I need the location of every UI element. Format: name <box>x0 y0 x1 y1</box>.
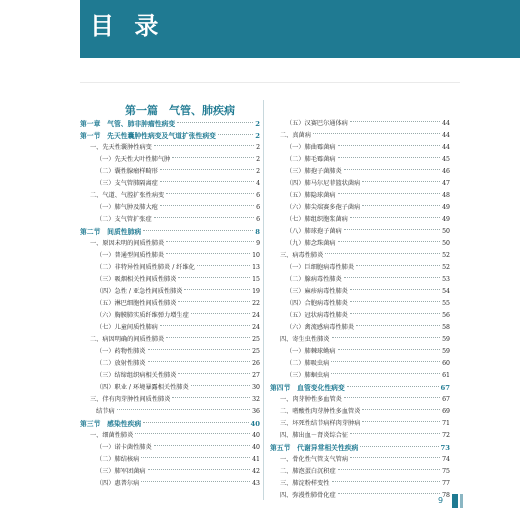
toc-leader-dots <box>218 134 253 135</box>
toc-entry <box>270 418 450 430</box>
toc-entry-title: （三）肺军团菌病 <box>96 468 146 475</box>
toc-entry <box>80 430 260 442</box>
toc-entry-title: （九）肺念珠菌病 <box>286 240 336 247</box>
toc-leader-dots <box>141 481 250 482</box>
toc-entry-page: 40 <box>252 432 260 439</box>
toc-leader-dots <box>184 289 250 290</box>
toc-entry-title: （二）囊性腺瘤样畸形 <box>96 168 158 175</box>
toc-entry-page: 26 <box>252 360 260 367</box>
toc-entry-title: （一）药物性肺炎 <box>96 348 146 355</box>
toc-entry-title: 一、细菌性肺炎 <box>90 432 134 439</box>
toc-leader-dots <box>356 265 440 266</box>
toc-leader-dots <box>172 157 254 158</box>
toc-entry-page: 47 <box>442 180 450 187</box>
toc-entry-title: 第二节 间质性肺病 <box>80 228 142 236</box>
toc-entry-page: 61 <box>442 372 450 379</box>
toc-leader-dots <box>350 301 440 302</box>
page-marker-bar <box>452 494 458 508</box>
part-title: 第一篇 气管、肺疾病 <box>125 104 235 117</box>
toc-leader-dots <box>350 289 440 290</box>
toc-entry-page: 6 <box>256 204 260 211</box>
toc-entry <box>270 406 450 418</box>
toc-leader-dots <box>360 446 438 447</box>
toc-leader-dots <box>172 397 250 398</box>
toc-entry <box>270 226 450 238</box>
toc-entry-page: 71 <box>442 420 450 427</box>
toc-entry-page: 25 <box>252 348 260 355</box>
toc-entry-page: 30 <box>252 384 260 391</box>
toc-entry-page: 55 <box>442 300 450 307</box>
toc-entry-page: 4 <box>256 180 260 187</box>
toc-leader-dots <box>344 169 440 170</box>
toc-entry-page: 9 <box>256 240 260 247</box>
toc-entry-page: 24 <box>252 324 260 331</box>
toc-leader-dots <box>160 169 254 170</box>
toc-leader-dots <box>160 181 254 182</box>
toc-entry-page: 50 <box>442 240 450 247</box>
toc-entry <box>270 490 450 502</box>
toc-entry <box>270 118 450 130</box>
toc-entry-title: 二、病因明确的间质性肺炎 <box>90 336 165 343</box>
toc-entry-title: （五）肺隐球菌病 <box>286 192 336 199</box>
toc-entry-page: 42 <box>252 468 260 475</box>
toc-entry-title: （一）肺棘球蚴病 <box>286 348 336 355</box>
toc-entry <box>80 202 260 214</box>
toc-entry-title: （七）儿童间质性肺病 <box>96 324 158 331</box>
toc-entry <box>270 214 450 226</box>
toc-entry-title: （一）先天性大叶性肺气肿 <box>96 156 171 163</box>
toc-entry-page: 77 <box>442 480 450 487</box>
toc-entry <box>270 310 450 322</box>
toc-entry-title: 四、寄生虫性肺炎 <box>280 336 330 343</box>
toc-entry-page: 49 <box>442 216 450 223</box>
toc-entry <box>80 298 260 310</box>
toc-entry-page: 36 <box>252 408 260 415</box>
toc-entry-title: （一）普通型间质性肺炎 <box>96 252 165 259</box>
toc-entry <box>270 298 450 310</box>
toc-entry <box>80 358 260 370</box>
toc-entry <box>270 394 450 406</box>
toc-entry-page: 40 <box>252 444 260 451</box>
toc-leader-dots <box>313 133 440 134</box>
toc-entry-title: （五）汉赛巴尔通体病 <box>286 120 348 127</box>
toc-entry-page: 43 <box>252 480 260 487</box>
toc-section-entry <box>270 442 450 454</box>
toc-entry <box>270 286 450 298</box>
toc-entry-title: 第一章 气管、肺非肿瘤性病变 <box>80 120 176 128</box>
toc-left-column <box>80 118 260 490</box>
toc-entry-title: （三）肺蛔虫病 <box>286 372 330 379</box>
toc-entry-page: 41 <box>252 456 260 463</box>
toc-leader-dots <box>350 433 440 434</box>
toc-leader-dots <box>338 145 441 146</box>
toc-leader-dots <box>331 373 440 374</box>
toc-entry-page: 72 <box>442 432 450 439</box>
toc-entry-title: 三、肺淀粉样变性 <box>280 480 330 487</box>
toc-entry-title: 二、肺泡蛋白沉积症 <box>280 468 336 475</box>
toc-chapter-entry <box>80 118 260 130</box>
toc-entry <box>80 370 260 382</box>
toc-leader-dots <box>350 457 440 458</box>
toc-entry-page: 67 <box>440 384 450 392</box>
toc-entry-page: 10 <box>252 252 260 259</box>
toc-entry <box>80 310 260 322</box>
toc-entry-title: （二）肺结核病 <box>96 456 140 463</box>
toc-entry-page: 8 <box>255 228 260 236</box>
toc-leader-dots <box>338 469 440 470</box>
toc-entry-title: 第四节 血管变化性病变 <box>270 384 345 392</box>
toc-section-entry <box>270 382 450 394</box>
toc-leader-dots <box>178 301 250 302</box>
toc-entry-page: 44 <box>442 132 450 139</box>
toc-leader-dots <box>350 313 440 314</box>
toc-entry-title: （二）肺毛霉菌病 <box>286 156 336 163</box>
column-divider <box>263 100 264 500</box>
toc-entry-title: （四）合胞病毒性肺炎 <box>286 300 348 307</box>
toc-leader-dots <box>338 349 441 350</box>
toc-section-entry <box>80 130 260 142</box>
toc-entry-page: 40 <box>250 420 260 428</box>
toc-leader-dots <box>344 397 440 398</box>
toc-entry <box>270 250 450 262</box>
toc-entry-page: 2 <box>256 144 260 151</box>
toc-leader-dots <box>362 409 440 410</box>
toc-entry-title: （一）巨细胞病毒性肺炎 <box>286 264 355 271</box>
toc-entry-title: （三）麻疹病毒性肺炎 <box>286 288 348 295</box>
toc-entry <box>270 202 450 214</box>
toc-entry-title: （三）肺孢子菌肺炎 <box>286 168 342 175</box>
toc-entry-page: 69 <box>442 408 450 415</box>
toc-entry-title: （三）支气管肺隔离症 <box>96 180 158 187</box>
toc-entry-page: 15 <box>252 276 260 283</box>
toc-entry-page: 78 <box>442 492 450 499</box>
toc-leader-dots <box>362 421 440 422</box>
toc-entry-page: 2 <box>255 120 260 128</box>
toc-leader-dots <box>344 229 440 230</box>
toc-leader-dots <box>332 337 441 338</box>
toc-leader-dots <box>338 493 440 494</box>
toc-leader-dots <box>362 181 440 182</box>
toc-entry-title: （七）肺组织胞浆菌病 <box>286 216 348 223</box>
toc-entry <box>270 322 450 334</box>
toc-entry-title: （一）肺气肿及肺大疱 <box>96 204 158 211</box>
toc-entry <box>270 478 450 490</box>
toc-leader-dots <box>350 217 440 218</box>
toc-entry-title: 二、气道、气腔扩张性病变 <box>90 192 165 199</box>
toc-entry-page: 52 <box>442 252 450 259</box>
toc-entry <box>80 262 260 274</box>
toc-entry-page: 13 <box>252 264 260 271</box>
toc-entry-title: 二、真菌病 <box>280 132 311 139</box>
toc-leader-dots <box>160 325 250 326</box>
toc-leader-dots <box>166 253 250 254</box>
toc-entry <box>80 406 260 418</box>
toc-leader-dots <box>177 122 253 123</box>
toc-entry-page: 56 <box>442 312 450 319</box>
toc-leader-dots <box>362 205 440 206</box>
page-marker-bar-light <box>460 494 463 508</box>
toc-entry-page: 58 <box>442 324 450 331</box>
toc-entry <box>270 466 450 478</box>
toc-entry <box>270 430 450 442</box>
toc-entry-title: 第五节 代谢异常相关性疾病 <box>270 444 359 452</box>
toc-leader-dots <box>338 193 441 194</box>
toc-entry-title: （五）冠状病毒性肺炎 <box>286 312 348 319</box>
toc-leader-dots <box>154 445 250 446</box>
toc-entry-title: （四）肺马尔尼菲篮状菌病 <box>286 180 361 187</box>
toc-entry-title: （二）放射性肺炎 <box>96 360 146 367</box>
toc-entry-page: 73 <box>440 444 450 452</box>
toc-entry <box>80 322 260 334</box>
toc-right-column <box>270 118 450 502</box>
toc-entry <box>80 478 260 490</box>
toc-leader-dots <box>344 277 440 278</box>
toc-leader-dots <box>166 193 254 194</box>
toc-entry-page: 59 <box>442 348 450 355</box>
toc-entry-page: 45 <box>442 156 450 163</box>
toc-leader-dots <box>117 409 251 410</box>
toc-leader-dots <box>191 313 250 314</box>
toc-entry-title: 三、病毒性肺炎 <box>280 252 324 259</box>
toc-entry-page: 52 <box>442 264 450 271</box>
toc-leader-dots <box>143 230 253 231</box>
toc-entry-title: （三）结缔组织病相关性肺炎 <box>96 372 177 379</box>
toc-entry <box>270 166 450 178</box>
toc-leader-dots <box>331 361 440 362</box>
toc-entry-title: 一、先天性囊肿性病变 <box>90 144 152 151</box>
toc-entry-title: （二）腺病毒性肺炎 <box>286 276 342 283</box>
toc-entry-title: （三）吸烟相关性间质性肺炎 <box>96 276 177 283</box>
toc-entry-page: 53 <box>442 276 450 283</box>
toc-entry-title: 二、嗜酸性肉芽肿性多血管炎 <box>280 408 361 415</box>
toc-section-entry <box>80 226 260 238</box>
toc-leader-dots <box>356 325 440 326</box>
toc-entry <box>80 394 260 406</box>
toc-entry-title: 一、肉芽肿性多血管炎 <box>280 396 342 403</box>
toc-section-entry <box>80 418 260 430</box>
toc-leader-dots <box>143 422 248 423</box>
toc-leader-dots <box>338 241 441 242</box>
toc-entry-page: 67 <box>442 396 450 403</box>
toc-leader-dots <box>160 205 254 206</box>
toc-entry-page: 50 <box>442 228 450 235</box>
toc-entry-page: 49 <box>442 204 450 211</box>
toc-title: 目 录 <box>90 12 165 40</box>
toc-entry-title: （一）肺曲霉菌病 <box>286 144 336 151</box>
toc-entry <box>270 262 450 274</box>
toc-entry <box>80 238 260 250</box>
toc-leader-dots <box>197 265 250 266</box>
toc-entry-page: 46 <box>442 168 450 175</box>
toc-entry-title: 三、伴有肉芽肿性间质性肺炎 <box>90 396 171 403</box>
toc-entry <box>80 346 260 358</box>
toc-entry <box>80 190 260 202</box>
toc-entry <box>270 346 450 358</box>
toc-leader-dots <box>191 385 250 386</box>
toc-entry-title: 一、原因未明的间质性肺炎 <box>90 240 165 247</box>
toc-entry <box>80 178 260 190</box>
toc-header-banner <box>80 0 520 58</box>
toc-entry-page: 60 <box>442 360 450 367</box>
toc-entry-page: 2 <box>255 132 260 140</box>
toc-entry <box>270 238 450 250</box>
toc-entry <box>80 166 260 178</box>
toc-entry-title: （六）胸膜肺实质纤维弹力增生症 <box>96 312 189 319</box>
toc-entry <box>80 442 260 454</box>
toc-entry-title: （二）肺吸虫病 <box>286 360 330 367</box>
toc-entry <box>80 382 260 394</box>
toc-entry-page: 2 <box>256 168 260 175</box>
toc-entry <box>80 334 260 346</box>
toc-entry <box>80 454 260 466</box>
toc-entry <box>80 154 260 166</box>
toc-entry-page: 19 <box>252 288 260 295</box>
toc-leader-dots <box>135 433 250 434</box>
toc-leader-dots <box>178 277 250 278</box>
toc-entry <box>270 358 450 370</box>
toc-entry-title: （六）肺尖端赛多孢子菌病 <box>286 204 361 211</box>
toc-entry-page: 44 <box>442 144 450 151</box>
toc-entry-title: 四、弥漫性肺骨化症 <box>280 492 336 499</box>
toc-entry <box>270 370 450 382</box>
toc-leader-dots <box>338 157 441 158</box>
toc-entry-title: （六）禽流感病毒性肺炎 <box>286 324 355 331</box>
toc-leader-dots <box>148 361 251 362</box>
toc-leader-dots <box>332 481 441 482</box>
toc-leader-dots <box>347 386 439 387</box>
toc-entry <box>80 214 260 226</box>
toc-entry-page: 48 <box>442 192 450 199</box>
toc-entry <box>80 250 260 262</box>
toc-entry-page: 25 <box>252 336 260 343</box>
toc-entry-title: 一、骨化性气管支气管病 <box>280 456 349 463</box>
toc-entry <box>80 274 260 286</box>
toc-leader-dots <box>350 121 440 122</box>
toc-leader-dots <box>154 217 254 218</box>
toc-entry-page: 6 <box>256 216 260 223</box>
toc-entry-page: 32 <box>252 396 260 403</box>
page-number: 9 <box>438 496 444 505</box>
toc-leader-dots <box>166 241 254 242</box>
toc-entry-title: （四）急性 / 亚急性间质性肺炎 <box>96 288 183 295</box>
toc-entry <box>270 154 450 166</box>
toc-leader-dots <box>325 253 440 254</box>
toc-entry <box>270 130 450 142</box>
toc-entry-page: 27 <box>252 372 260 379</box>
toc-entry <box>80 466 260 478</box>
toc-entry-page: 54 <box>442 288 450 295</box>
top-rule <box>80 82 460 83</box>
toc-leader-dots <box>148 349 251 350</box>
toc-entry <box>270 190 450 202</box>
toc-entry-title: （四）职业 / 环境暴露相关性肺炎 <box>96 384 189 391</box>
toc-entry-title: 三、坏死性结节病样肉芽肿病 <box>280 420 361 427</box>
toc-entry-page: 24 <box>252 312 260 319</box>
toc-entry-title: 结节病 <box>96 408 115 415</box>
toc-entry <box>80 142 260 154</box>
toc-entry <box>80 286 260 298</box>
toc-entry <box>270 178 450 190</box>
toc-entry-page: 59 <box>442 336 450 343</box>
toc-entry-title: （四）惠普尔病 <box>96 480 140 487</box>
toc-entry-title: 四、肺出血－肾炎综合征 <box>280 432 349 439</box>
toc-leader-dots <box>178 373 250 374</box>
toc-leader-dots <box>166 337 250 338</box>
toc-entry-page: 74 <box>442 456 450 463</box>
toc-entry-title: 第三节 感染性疾病 <box>80 420 142 428</box>
toc-entry-page: 22 <box>252 300 260 307</box>
toc-leader-dots <box>148 469 251 470</box>
toc-entry <box>270 454 450 466</box>
toc-entry-title: （五）淋巴细胞性间质性肺炎 <box>96 300 177 307</box>
toc-entry-page: 44 <box>442 120 450 127</box>
toc-entry-page: 6 <box>256 192 260 199</box>
toc-leader-dots <box>141 457 250 458</box>
toc-entry-title: （二）非特异性间质性肺炎 / 纤维化 <box>96 264 195 271</box>
toc-entry-title: （八）肺球孢子菌病 <box>286 228 342 235</box>
toc-entry-page: 75 <box>442 468 450 475</box>
toc-entry-page: 2 <box>256 156 260 163</box>
toc-leader-dots <box>154 145 254 146</box>
toc-entry <box>270 334 450 346</box>
toc-entry <box>270 142 450 154</box>
toc-entry-title: 第一节 先天性囊肿性病变及气道扩张性病变 <box>80 132 216 140</box>
toc-entry-title: （二）支气管扩张症 <box>96 216 152 223</box>
toc-entry-title: （一）诺卡菌性肺炎 <box>96 444 152 451</box>
toc-entry <box>270 274 450 286</box>
